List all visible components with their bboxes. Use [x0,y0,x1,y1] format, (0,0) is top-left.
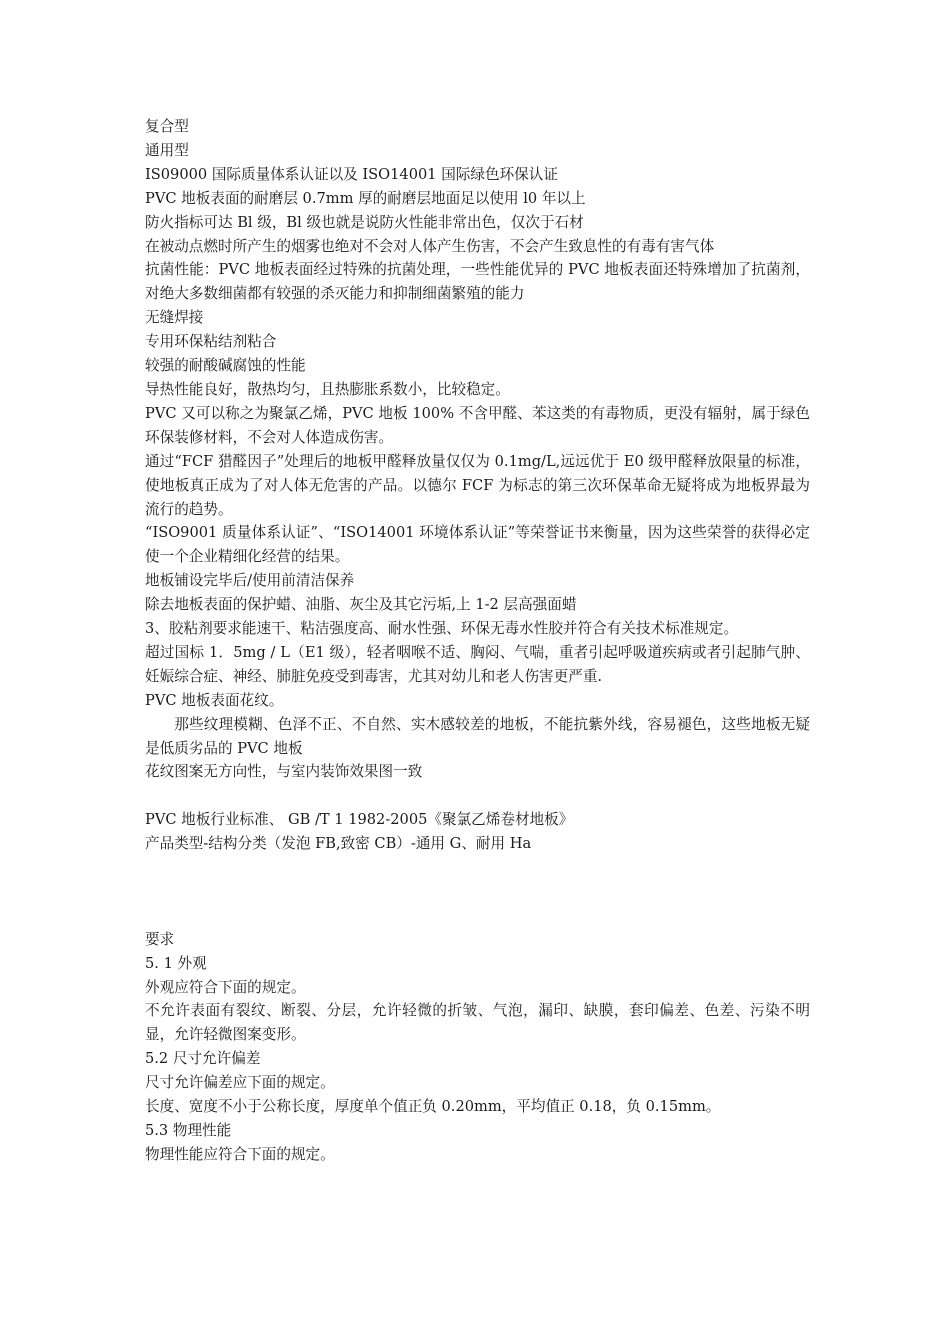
text-line: 除去地板表面的保护蜡、油脂、灰尘及其它污垢,上 1-2 层高强面蜡 [145,596,577,614]
text-line: 专用环保粘结剂粘合 [145,333,277,351]
paragraph: PVC 又可以称之为聚氯乙烯，PVC 地板 100% 不含甲醛、苯这类的有毒物质，更没有辐射，属于绿色环保装修材料，不会对人体造成伤害。 [145,404,810,446]
document-body [145,115,810,1167]
paragraph: 通过“FCF 猎醛因子”处理后的地板甲醛释放量仅仅为 0.1mg/L,远远优于 E0 级甲醛释放限量的标准，使地板真正成为了对人体无危害的产品。以德尔 FCF 为标志的第三次环保革命无疑将成为地板界最为流行的趋势。 [145,452,810,518]
text-line: PVC 地板表面的耐磨层 0.7mm 厚的耐磨层地面足以使用 l0 年以上 [145,189,586,207]
section-heading: 要求 [145,930,175,948]
text-line: PVC 地板行业标准、 GB /T 1 1982-2005《聚氯乙烯卷材地板》 [145,811,574,829]
blank-line [145,784,810,808]
text-line: 长度、宽度不小于公称长度，厚度单个值正负 0.20mm，平均值正 0.18，负 0.15mm。 [145,1098,721,1116]
section-gap [145,856,810,928]
subsection-heading: 5.2 尺寸允许偏差 [145,1050,261,1068]
paragraph: 抗菌性能：PVC 地板表面经过特殊的抗菌处理，一些性能优异的 PVC 地板表面还特殊增加了抗菌剂，对绝大多数细菌都有较强的杀灭能力和抑制细菌繁殖的能力 [145,261,810,303]
text-line: 外观应符合下面的规定。 [145,978,306,996]
text-line: 导热性能良好，散热均匀，且热膨胀系数小，比较稳定。 [145,380,510,398]
indented-paragraph: 那些纹理模糊、色泽不正、不自然、实木感较差的地板，不能抗紫外线，容易褪色，这些地板无疑是低质劣品的 PVC 地板 [145,715,810,757]
text-line: 物理性能应符合下面的规定。 [145,1145,335,1163]
subsection-heading: 5.3 物理性能 [145,1122,232,1140]
text-line: 尺寸允许偏差应下面的规定。 [145,1074,335,1092]
paragraph: 不允许表面有裂纹、断裂、分层，允许轻微的折皱、气泡，漏印、缺膜，套印偏差、色差、污染不明显，允许轻微图案变形。 [145,1002,810,1044]
paragraph: 超过国标 1．5mg / L（E1 级），轻者咽喉不适、胸闷、气喘，重者引起呼吸道疾病或者引起肺气肿、妊娠综合症、神经、肺脏免疫受到毒害，尤其对幼儿和老人伤害更严重. [145,643,810,685]
text-line: PVC 地板表面花纹。 [145,691,284,709]
text-line: 地板铺设完毕后/使用前清洁保养 [145,572,355,590]
text-line: 复合型 [145,118,189,135]
text-line: 在被动点燃时所产生的烟雾也绝对不会对人体产生伤害，不会产生致息性的有毒有害气体 [145,237,715,255]
text-line: 花纹图案无方向性，与室内装饰效果图一致 [145,763,423,781]
text-line: 较强的耐酸碱腐蚀的性能 [145,357,306,375]
text-line: IS09000 国际质量体系认证以及 ISO14001 国际绿色环保认证 [145,165,558,183]
paragraph: “ISO9001 质量体系认证”、“ISO14001 环境体系认证”等荣誉证书来衡量，因为这些荣誉的获得必定使一个企业精细化经营的结果。 [145,524,810,566]
text-line: 产品类型-结构分类（发泡 FB,致密 CB）-通用 G、耐用 Ha [145,835,532,853]
subsection-heading: 5. 1 外观 [145,954,207,972]
text-line: 无缝焊接 [145,309,204,327]
text-line: 防火指标可达 Bl 级，Bl 级也就是说防火性能非常出色，仅次于石材 [145,213,584,231]
text-line: 通用型 [145,141,189,159]
text-line: 3、胶粘剂要求能速干、粘洁强度高、耐水性强、环保无毒水性胶并符合有关技术标准规定。 [145,620,739,638]
